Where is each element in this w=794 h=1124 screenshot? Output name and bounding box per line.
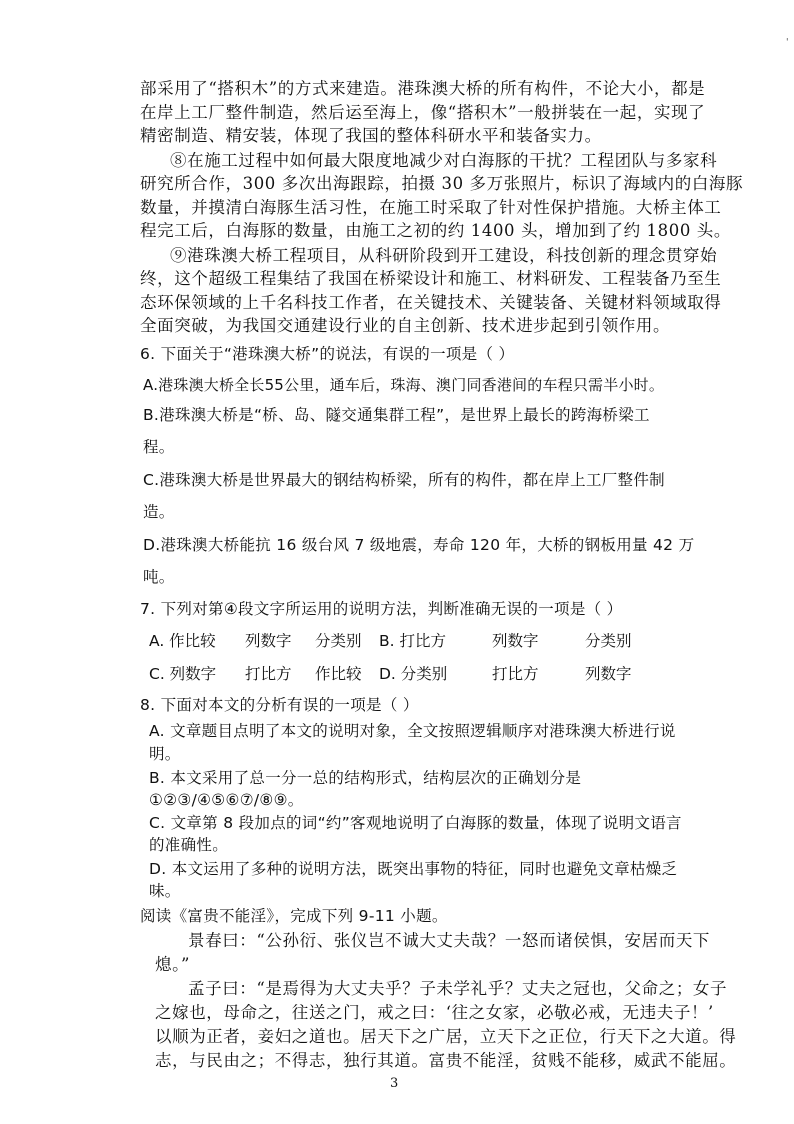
q7-option-d-3: 列数字 (585, 665, 632, 683)
q7-option-c-3: 作比较 (315, 665, 362, 683)
q8-option-c-line-1: C. 文章第 8 段加点的词“约”客观地说明了白海豚的数量，体现了说明文语言 (149, 814, 682, 832)
q7-option-b-1: B. 打比方 (379, 632, 446, 650)
q7-option-c-2: 打比方 (245, 665, 292, 683)
passage-p8-line-3: 数量，并摸清白海豚生活习性，在施工时采取了针对性保护措施。大桥主体工 (140, 198, 722, 217)
q7-option-a-1: A. 作比较 (149, 632, 216, 650)
q6-stem: 6. 下面关于“港珠澳大桥”的说法，有误的一项是（ ） (140, 345, 515, 363)
reading-line-3: 孟子曰：“是焉得为大丈夫乎？子未学礼乎？丈夫之冠也，父命之；女子 (188, 979, 728, 998)
q6-option-b-line-2: 程。 (143, 438, 175, 456)
q8-option-a-line-2: 明。 (149, 745, 181, 763)
passage-p8-line-1: ⑧在施工过程中如何最大限度地减少对白海豚的干扰？工程团队与多家科 (170, 151, 718, 170)
q6-option-b-line-1: B.港珠澳大桥是“桥、岛、隧交通集群工程”，是世界上最长的跨海桥梁工 (143, 406, 650, 424)
reading-intro: 阅读《富贵不能淫》，完成下列 9-11 小题。 (140, 907, 448, 925)
q7-option-d-1: D. 分类别 (379, 665, 448, 683)
q6-option-c-line-2: 造。 (143, 503, 175, 521)
reading-line-4: 之嫁也，母命之，往送之门，戒之曰：‘往之女家，必敬必戒，无违夫子！’ (155, 1003, 714, 1022)
q7-stem: 7. 下列对第④段文字所运用的说明方法，判断准确无误的一项是（ ） (140, 600, 623, 618)
q8-stem: 8. 下面对本文的分析有误的一项是（ ） (140, 696, 419, 714)
reading-line-1: 景春曰：“公孙衍、张仪岂不诚大丈夫哉？一怒而诸侯惧，安居而天下 (188, 931, 711, 950)
reading-line-5: 以顺为正者，妾妇之道也。居天下之广居，立天下之正位，行天下之大道。得 (155, 1027, 737, 1046)
q8-option-d-line-1: D. 本文运用了多种的说明方法，既突出事物的特征，同时也避免文章枯燥乏 (149, 860, 678, 878)
q7-option-c-1: C. 列数字 (149, 665, 217, 683)
q8-option-b-line-2: ①②③/④⑤⑥⑦/⑧⑨。 (149, 791, 304, 809)
passage-p7-line-3: 精密制造、精安装，体现了我国的整体科研水平和装备实力。 (140, 126, 602, 145)
q6-option-d-line-1: D.港珠澳大桥能抗 16 级台风 7 级地震，寿命 120 年，大桥的钢板用量 42 万 (143, 536, 695, 554)
q7-option-b-3: 分类别 (585, 632, 632, 650)
passage-p9-line-2: 终，这个超级工程集结了我国在桥梁设计和施工、材料研发、工程装备乃至生 (140, 269, 722, 288)
q6-option-a: A.港珠澳大桥全长55公里，通车后，珠海、澳门同香港间的车程只需半小时。 (143, 376, 665, 394)
q7-option-a-3: 分类别 (315, 632, 362, 650)
reading-line-2: 熄。” (155, 955, 190, 974)
passage-p7-line-2: 在岸上工厂整件制造，然后运至海上，像“搭积木”一般拼装在一起，实现了 (140, 103, 706, 122)
q6-option-c-line-1: C.港珠澳大桥是世界最大的钢结构桥梁，所有的构件，都在岸上工厂整件制 (143, 471, 665, 489)
q7-option-a-2: 列数字 (245, 632, 292, 650)
q8-option-c-line-2: 的准确性。 (149, 836, 229, 854)
passage-p9-line-4: 全面突破，为我国交通建设行业的自主创新、技术进步起到引领作用。 (140, 316, 671, 335)
q8-option-a-line-1: A. 文章题目点明了本文的说明对象，全文按照逻辑顺序对港珠澳大桥进行说 (149, 722, 676, 740)
passage-p8-line-4: 程完工后，白海豚的数量，由施工之初的约 1400 头，增加到了约 1800 头。 (140, 221, 731, 240)
passage-p8-line-2: 研究所合作，300 多次出海跟踪，拍摄 30 多万张照片，标识了海域内的白海豚 (140, 174, 744, 193)
page-number: 3 (390, 1076, 399, 1091)
q6-option-d-line-2: 吨。 (143, 568, 175, 586)
passage-p9-line-1: ⑨港珠澳大桥工程项目，从科研阶段到开工建设，科技创新的理念贯穿始 (170, 246, 718, 265)
q7-option-d-2: 打比方 (492, 665, 539, 683)
passage-p9-line-3: 态环保领域的上千名科技工作者，在关键技术、关键装备、关键材料领域取得 (140, 293, 722, 312)
reading-line-6: 志，与民由之；不得志，独行其道。富贵不能淫，贫贱不能移，威武不能屈。 (155, 1051, 737, 1070)
q7-option-b-2: 列数字 (492, 632, 539, 650)
corner-mark: ' (786, 38, 789, 48)
q8-option-b-line-1: B. 本文采用了总一分一总的结构形式，结构层次的正确划分是 (149, 769, 582, 787)
q8-option-d-line-2: 味。 (149, 882, 181, 900)
passage-p7-line-1: 部采用了“搭积木”的方式来建造。港珠澳大桥的所有构件，不论大小，都是 (140, 79, 706, 98)
